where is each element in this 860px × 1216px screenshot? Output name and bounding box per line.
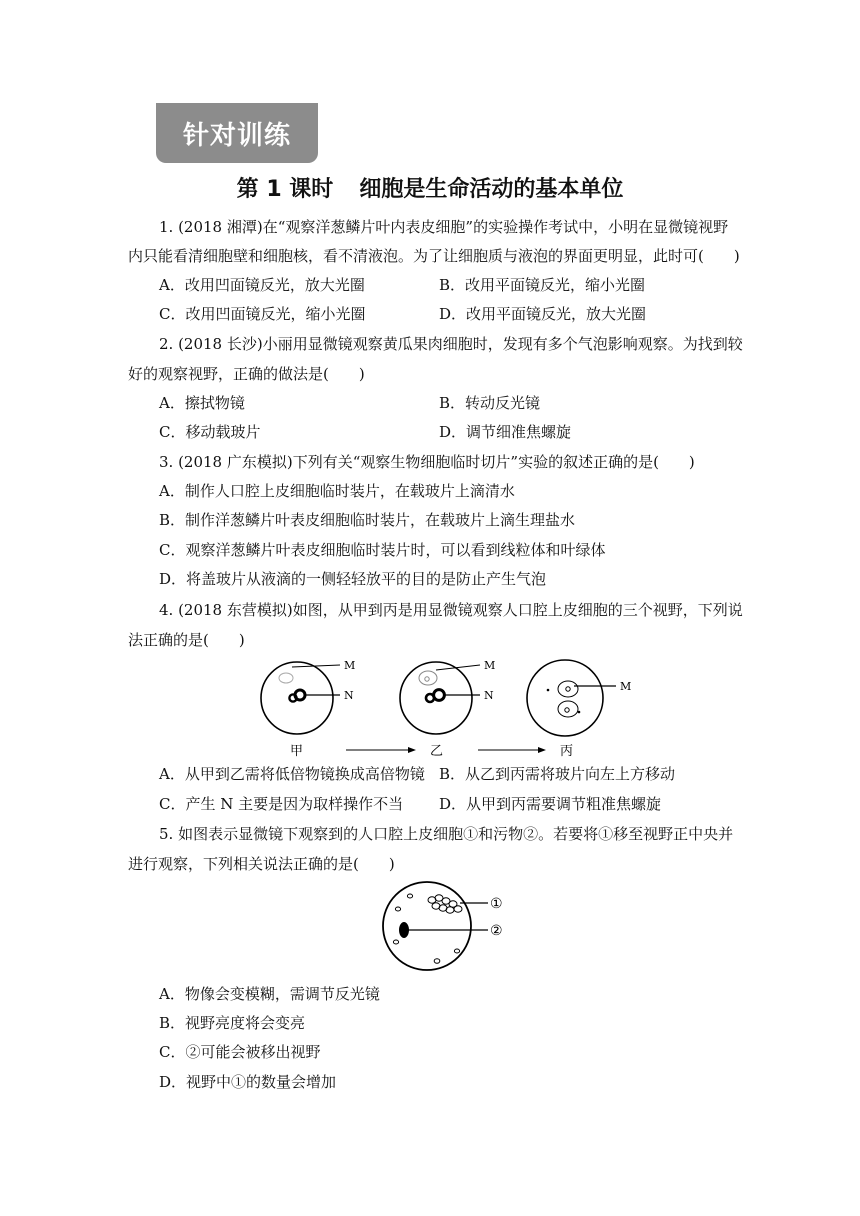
q2-stem-line1: 2. (2018 长沙)小丽用显微镜观察黄瓜果肉细胞时，发现有多个气泡影响观察。为找到较 — [159, 335, 743, 353]
field-yi-cell-nucleus — [425, 677, 429, 681]
field-jia-m-label: M — [344, 659, 356, 672]
field-bing-debris — [578, 711, 581, 714]
q5-field-circle — [383, 882, 471, 970]
field-bing-cell-m-nucleus — [566, 687, 570, 691]
q1-option-d: D．改用平面镜反光，放大光圈 — [439, 305, 647, 323]
q3-option-a: A．制作人口腔上皮细胞临时装片，在载玻片上滴清水 — [159, 482, 515, 500]
field-yi-cell-m — [419, 671, 437, 685]
banner-label: 针对训练 — [182, 121, 291, 151]
q4-option-c: C．产生 N 主要是因为取样操作不当 — [159, 795, 404, 813]
field-yi-bubble-n2 — [434, 690, 445, 701]
q3-option-b: B．制作洋葱鳞片叶表皮细胞临时装片，在载玻片上滴生理盐水 — [159, 511, 576, 529]
q2-option-b: B．转动反光镜 — [439, 394, 541, 412]
arrow-yi-to-bing-head — [538, 747, 546, 753]
field-bing-cell-lower — [558, 701, 578, 717]
q5-cell — [395, 907, 400, 911]
q5-label-1: ① — [490, 896, 503, 912]
q5-stem-line2: 进行观察，下列相关说法正确的是( ) — [128, 855, 395, 873]
field-bing-m-label: M — [620, 680, 632, 693]
q4-option-b: B．从乙到丙需将玻片向左上方移动 — [439, 765, 676, 783]
q5-cell — [454, 949, 459, 953]
q1-stem-line1: 1. (2018 湘潭)在“观察洋葱鳞片叶内表皮细胞”的实验操作考试中，小明在显微镜视野 — [159, 218, 729, 236]
q5-cell — [446, 907, 454, 913]
field-bing-circle — [527, 660, 603, 736]
field-yi-label: 乙 — [430, 744, 444, 759]
q5-cell — [393, 940, 398, 944]
q5-stem-line1: 5. 如图表示显微镜下观察到的人口腔上皮细胞①和污物②。若要将①移至视野正中央并 — [159, 825, 734, 843]
field-yi-m-label: M — [484, 659, 496, 672]
q5-cell — [407, 894, 412, 898]
q2-stem-line2: 好的观察视野，正确的做法是( ) — [128, 365, 365, 383]
field-bing-debris — [547, 689, 550, 692]
field-jia-cell-m — [279, 673, 293, 683]
lesson-topic: 细胞是生命活动的基本单位 — [359, 177, 624, 202]
q5-option-d: D．视野中①的数量会增加 — [159, 1073, 337, 1091]
q5-option-c: C．②可能会被移出视野 — [159, 1043, 321, 1061]
q4-option-d: D．从甲到丙需要调节粗准焦螺旋 — [439, 795, 662, 813]
q2-option-c: C．移动载玻片 — [159, 423, 261, 441]
q1-stem-line2: 内只能看清细胞壁和细胞核，看不清液泡。为了让细胞质与液泡的界面更明显，此时可( ) — [128, 247, 740, 265]
arrow-jia-to-yi-head — [408, 747, 416, 753]
q3-stem: 3. (2018 广东模拟)下列有关“观察生物细胞临时切片”实验的叙述正确的是( ) — [159, 453, 695, 471]
q5-cell — [434, 959, 440, 963]
q5-cell — [454, 906, 462, 912]
field-bing-cell-lower-nucleus — [565, 708, 569, 712]
q5-microscope-figure — [380, 878, 520, 974]
section-banner — [156, 103, 318, 163]
q4-stem-line1: 4. (2018 东营模拟)如图，从甲到丙是用显微镜观察人口腔上皮细胞的三个视野，下列说 — [159, 601, 743, 619]
q5-label-2: ② — [490, 923, 503, 939]
field-bing-cell-m — [558, 681, 578, 697]
q5-debris — [399, 922, 409, 938]
lesson-number: 第 1 课时 — [236, 177, 334, 202]
q4-microscope-figure — [250, 652, 650, 764]
q5-option-a: A．物像会变模糊，需调节反光镜 — [159, 985, 380, 1003]
q2-option-d: D．调节细准焦螺旋 — [439, 423, 572, 441]
q3-option-c: C．观察洋葱鳞片叶表皮细胞临时装片时，可以看到线粒体和叶绿体 — [159, 541, 606, 559]
field-jia-n-label: N — [344, 689, 354, 702]
q3-option-d: D．将盖玻片从液滴的一侧轻轻放平的目的是防止产生气泡 — [159, 570, 547, 588]
q4-stem-line2: 法正确的是( ) — [128, 631, 245, 649]
q1-option-b: B．改用平面镜反光，缩小光圈 — [439, 276, 646, 294]
q4-option-a: A．从甲到乙需将低倍物镜换成高倍物镜 — [159, 765, 425, 783]
q2-option-a: A．擦拭物镜 — [159, 394, 245, 412]
field-yi-n-label: N — [484, 689, 494, 702]
q1-option-c: C．改用凹面镜反光，缩小光圈 — [159, 305, 366, 323]
field-jia-bubble-n2 — [295, 690, 305, 700]
lesson-title — [0, 172, 860, 203]
q1-option-a: A．改用凹面镜反光，放大光圈 — [159, 276, 365, 294]
q5-option-b: B．视野亮度将会变亮 — [159, 1014, 306, 1032]
field-jia-label: 甲 — [290, 744, 304, 759]
field-bing-label: 丙 — [560, 744, 574, 759]
